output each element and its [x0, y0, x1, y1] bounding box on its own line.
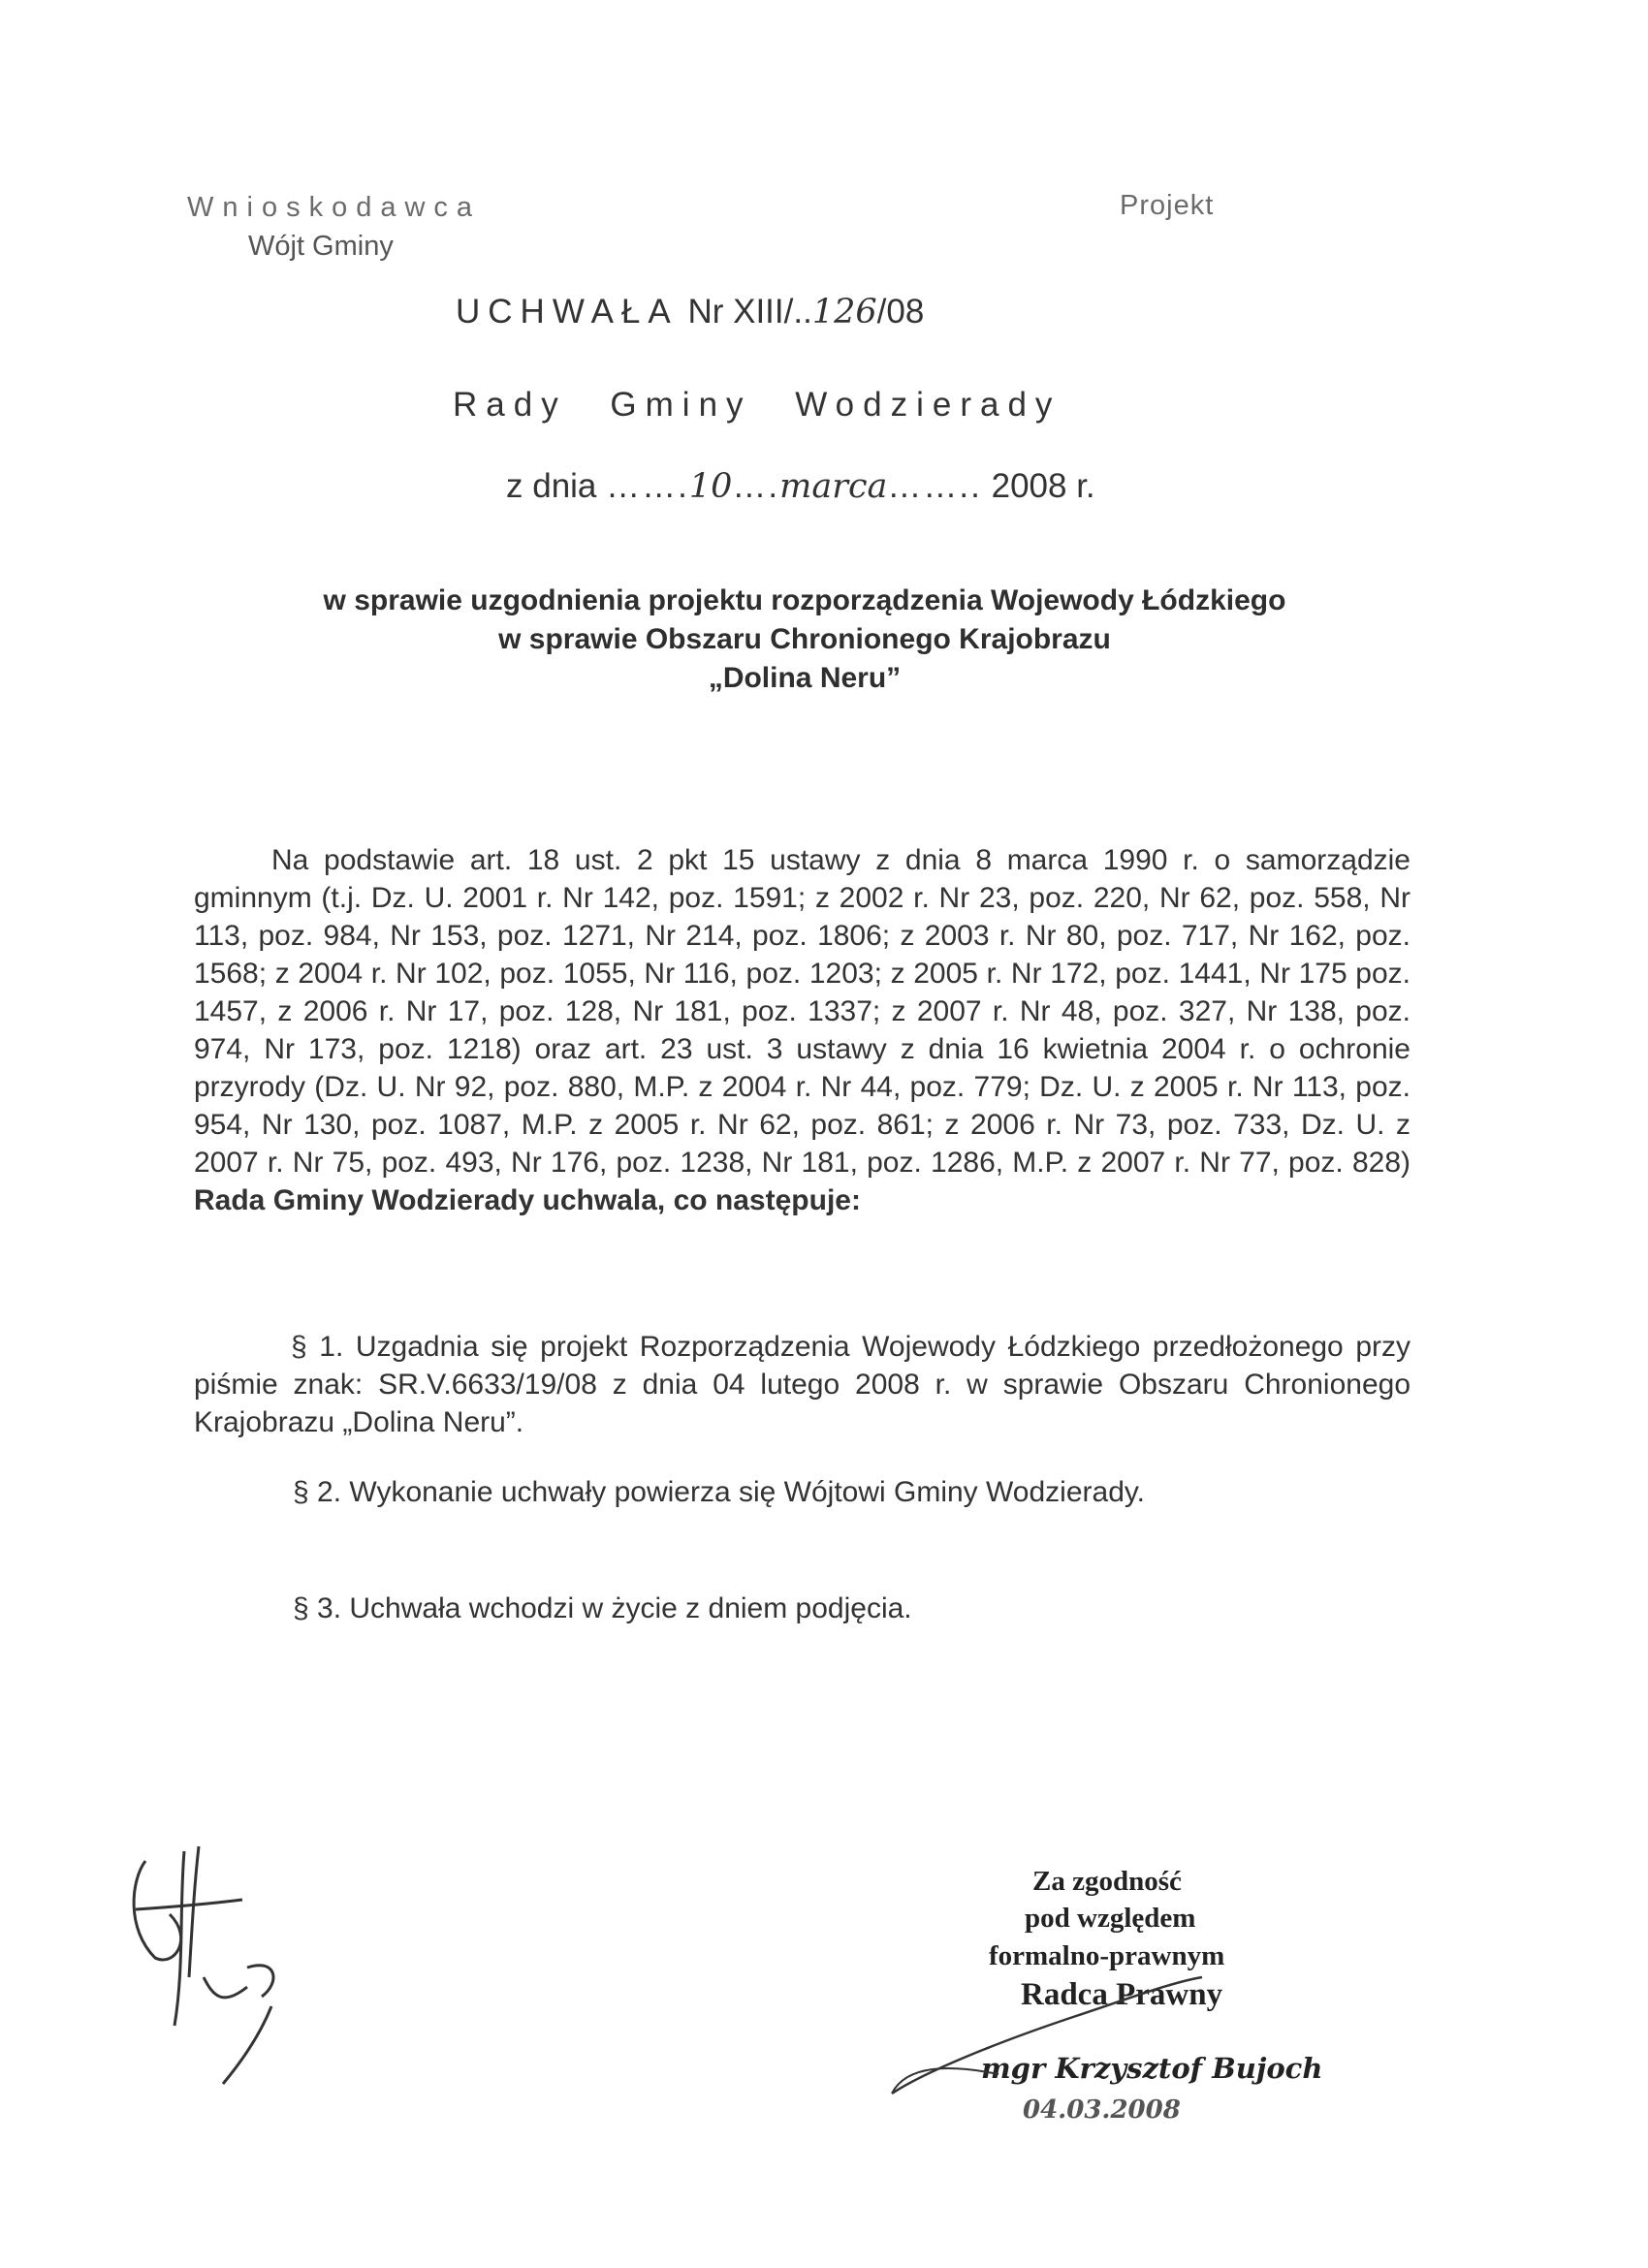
title-nr-suffix: /08	[876, 293, 925, 331]
paragraph-1	[194, 1328, 1410, 1441]
handwritten-signature	[78, 1822, 310, 2094]
resolution-phrase: Rada Gminy Wodzierady uchwala, co następuje:	[194, 1184, 861, 1216]
legal-basis	[194, 841, 1410, 1219]
applicant-label: Wnioskodawca	[187, 192, 482, 223]
stamp-name: mgr Krzysztof Bujoch	[981, 2052, 1323, 2085]
date-suffix: 2008 r.	[991, 467, 1095, 505]
title-nr-prefix: Nr XIII/..	[687, 293, 812, 331]
stamp-title: Radca Prawny	[1021, 1977, 1223, 2012]
title-prefix: UCHWAŁA	[456, 293, 679, 331]
paragraph-text: Uchwała wchodzi w życie z dniem podjęcia.	[349, 1592, 912, 1624]
paragraph-marker: § 1.	[291, 1331, 344, 1363]
resolution-subject	[233, 582, 1377, 698]
date-prefix: z dnia	[506, 467, 597, 505]
date-dots: …….	[606, 467, 689, 505]
paragraph-3	[293, 1592, 912, 1625]
subject-line: w sprawie uzgodnienia projektu rozporządzenia Wojewody Łódzkiego	[323, 584, 1286, 616]
handwritten-number: 126	[811, 293, 877, 331]
date-dots: ….	[732, 467, 780, 505]
subject-line: „Dolina Neru”	[708, 662, 902, 694]
resolution-date	[506, 467, 1095, 506]
paragraph-marker: § 2.	[293, 1476, 342, 1508]
paragraph-text: Uzgadnia się projekt Rozporządzenia Wojewody Łódzkiego przedłożonego przy piśmie znak: SR.V.6633/19/08 z dnia 04 lutego 2008 r. w sprawie Obszaru Chronionego Krajobrazu „Dolina Neru”.	[194, 1331, 1410, 1438]
draft-label: Projekt	[1120, 190, 1215, 221]
paragraph-text: Wykonanie uchwały powierza się Wójtowi Gminy Wodzierady.	[349, 1476, 1145, 1508]
stamp-date: 04.03.2008	[1023, 2095, 1181, 2125]
handwritten-day: 10	[688, 467, 733, 506]
council-name: Rady Gminy Wodzierady	[453, 386, 1062, 424]
date-dots: ……..	[887, 467, 982, 505]
paragraph-2	[293, 1476, 1145, 1509]
subject-line: w sprawie Obszaru Chronionego Krajobrazu	[498, 623, 1111, 655]
legal-basis-text: Na podstawie art. 18 ust. 2 pkt 15 ustawy z dnia 8 marca 1990 r. o samorządzie gminnym (t.j. Dz. U. 2001 r. Nr 142, poz. 1591; z 2002 r. Nr 23, poz. 220, Nr 62, poz. 558, Nr 113, poz. 984, Nr 153, poz. 1271, Nr 214, poz. 1806; z 2003 r. Nr 80, poz. 717, Nr 162, poz. 1568; z 2004 r. Nr 102, poz. 1055, Nr 116, poz. 1203; z 2005 r. Nr 172, poz. 1441, Nr 175 poz. 1457, z 2006 r. Nr 17, poz. 128, Nr 181, poz. 1337; z 2007 r. Nr 48, poz. 327, Nr 138, poz. 974, Nr 173, poz. 1218) oraz art. 23 ust. 3 ustawy z dnia 16 kwietnia 2004 r. o ochronie przyrody (Dz. U. Nr 92, poz. 880, M.P. z 2004 r. Nr 44, poz. 779; Dz. U. z 2005 r. Nr 113, poz. 954, Nr 130, poz. 1087, M.P. z 2005 r. Nr 62, poz. 861; z 2006 r. Nr 73, poz. 733, Dz. U. z 2007 r. Nr 75, poz. 493, Nr 176, poz. 1238, Nr 181, poz. 1286, M.P. z 2007 r. Nr 77, poz. 828)	[194, 844, 1410, 1179]
resolution-title	[456, 293, 924, 331]
handwritten-month: marca	[779, 467, 888, 506]
stamp-line: formalno-prawnym	[989, 1940, 1225, 1971]
stamp-signature-icon	[882, 1968, 1251, 2113]
stamp-line: pod względem	[1025, 1903, 1196, 1934]
stamp-line: Za zgodność	[1032, 1866, 1182, 1897]
paragraph-marker: § 3.	[293, 1592, 342, 1624]
applicant-name: Wójt Gminy	[248, 231, 394, 262]
